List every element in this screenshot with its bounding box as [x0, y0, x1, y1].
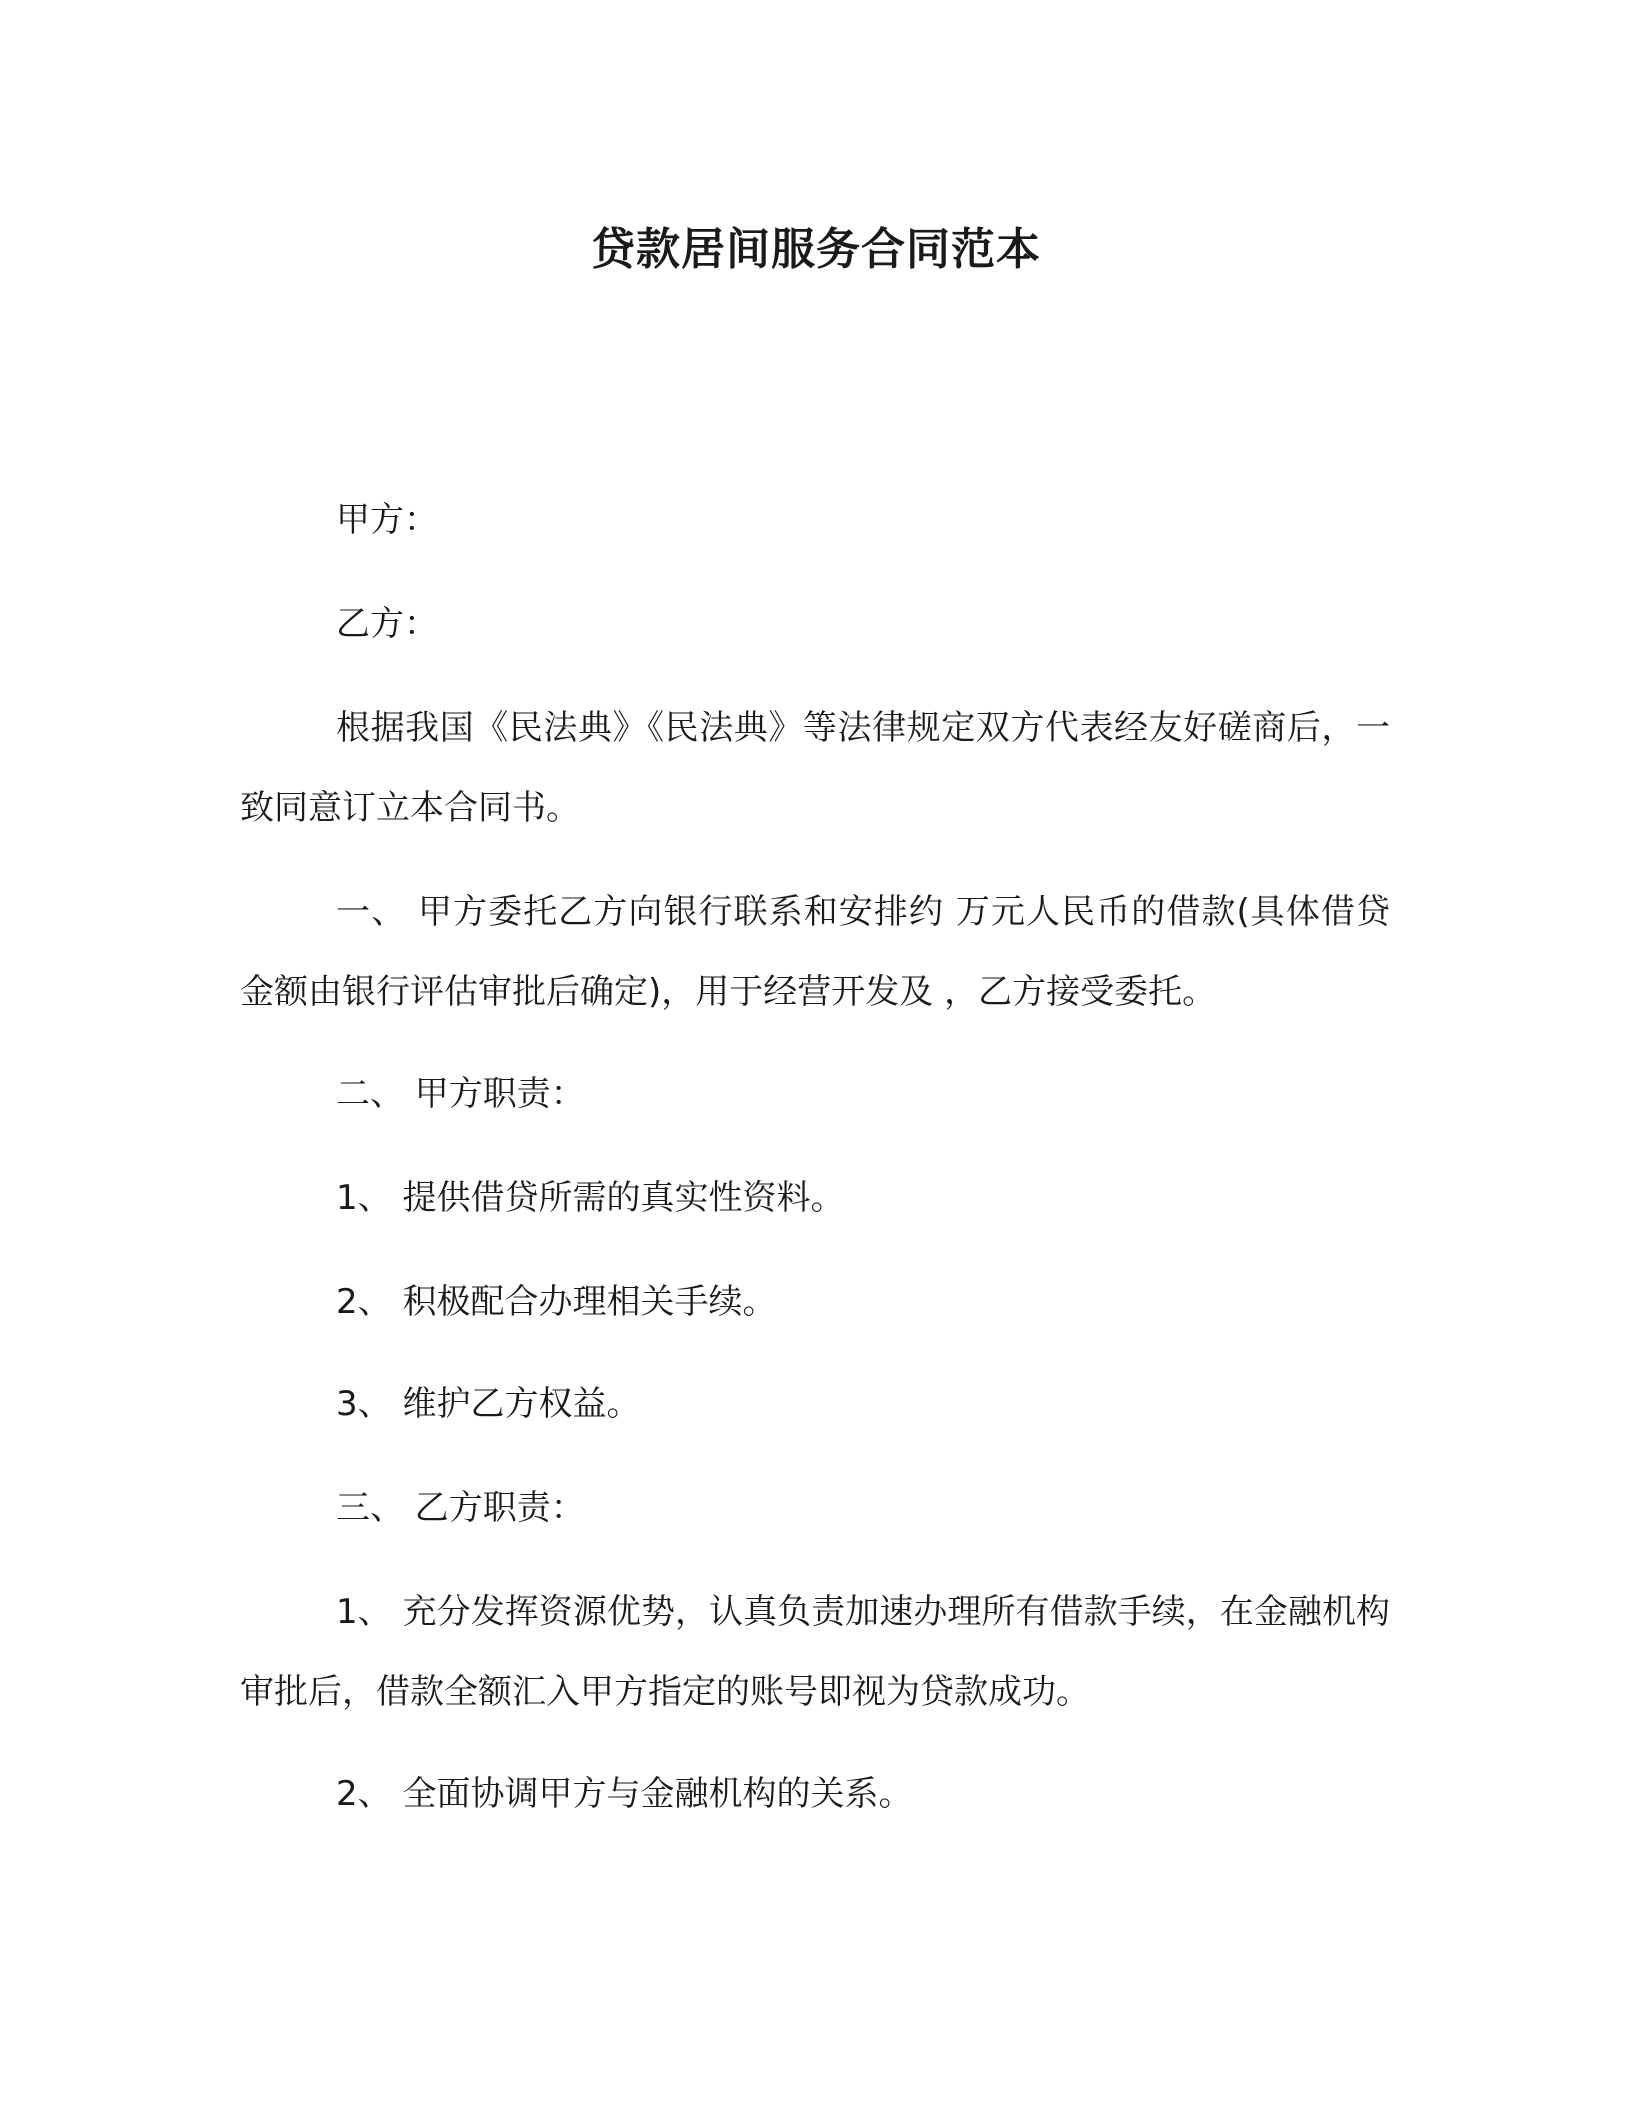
- clause-1-text: 一、 甲方委托乙方向银行联系和安排约 万元人民币的借款(具体借贷金额由银行评估审批后确定)，用于经营开发及 ，乙方接受委托。: [240, 892, 1390, 1012]
- clause-2-item-3: 3、 维护乙方权益。: [336, 1384, 641, 1424]
- clause-2-item-1: 1、 提供借贷所需的真实性资料。: [336, 1178, 845, 1218]
- clause-3-heading: 三、 乙方职责：: [336, 1488, 585, 1528]
- clause-3-item-1-paragraph: [240, 1572, 1390, 1732]
- clause-2-item-2: 2、 积极配合办理相关手续。: [336, 1282, 777, 1322]
- intro-paragraph: [240, 688, 1390, 848]
- clause-1-paragraph: [240, 872, 1390, 1032]
- clause-2-heading: 二、 甲方职责：: [336, 1074, 585, 1114]
- clause-3-item-2: 2、 全面协调甲方与金融机构的关系。: [336, 1774, 913, 1814]
- clause-3-item-1-text: 1、 充分发挥资源优势，认真负责加速办理所有借款手续，在金融机构审批后，借款全额汇入甲方指定的账号即视为贷款成功。: [240, 1592, 1390, 1712]
- intro-text: 根据我国《民法典》《民法典》等法律规定双方代表经友好磋商后，一致同意订立本合同书。: [240, 708, 1390, 828]
- document-title: 贷款居间服务合同范本: [591, 224, 1041, 275]
- party-a-line: 甲方：: [336, 500, 438, 540]
- party-b-line: 乙方：: [336, 604, 438, 644]
